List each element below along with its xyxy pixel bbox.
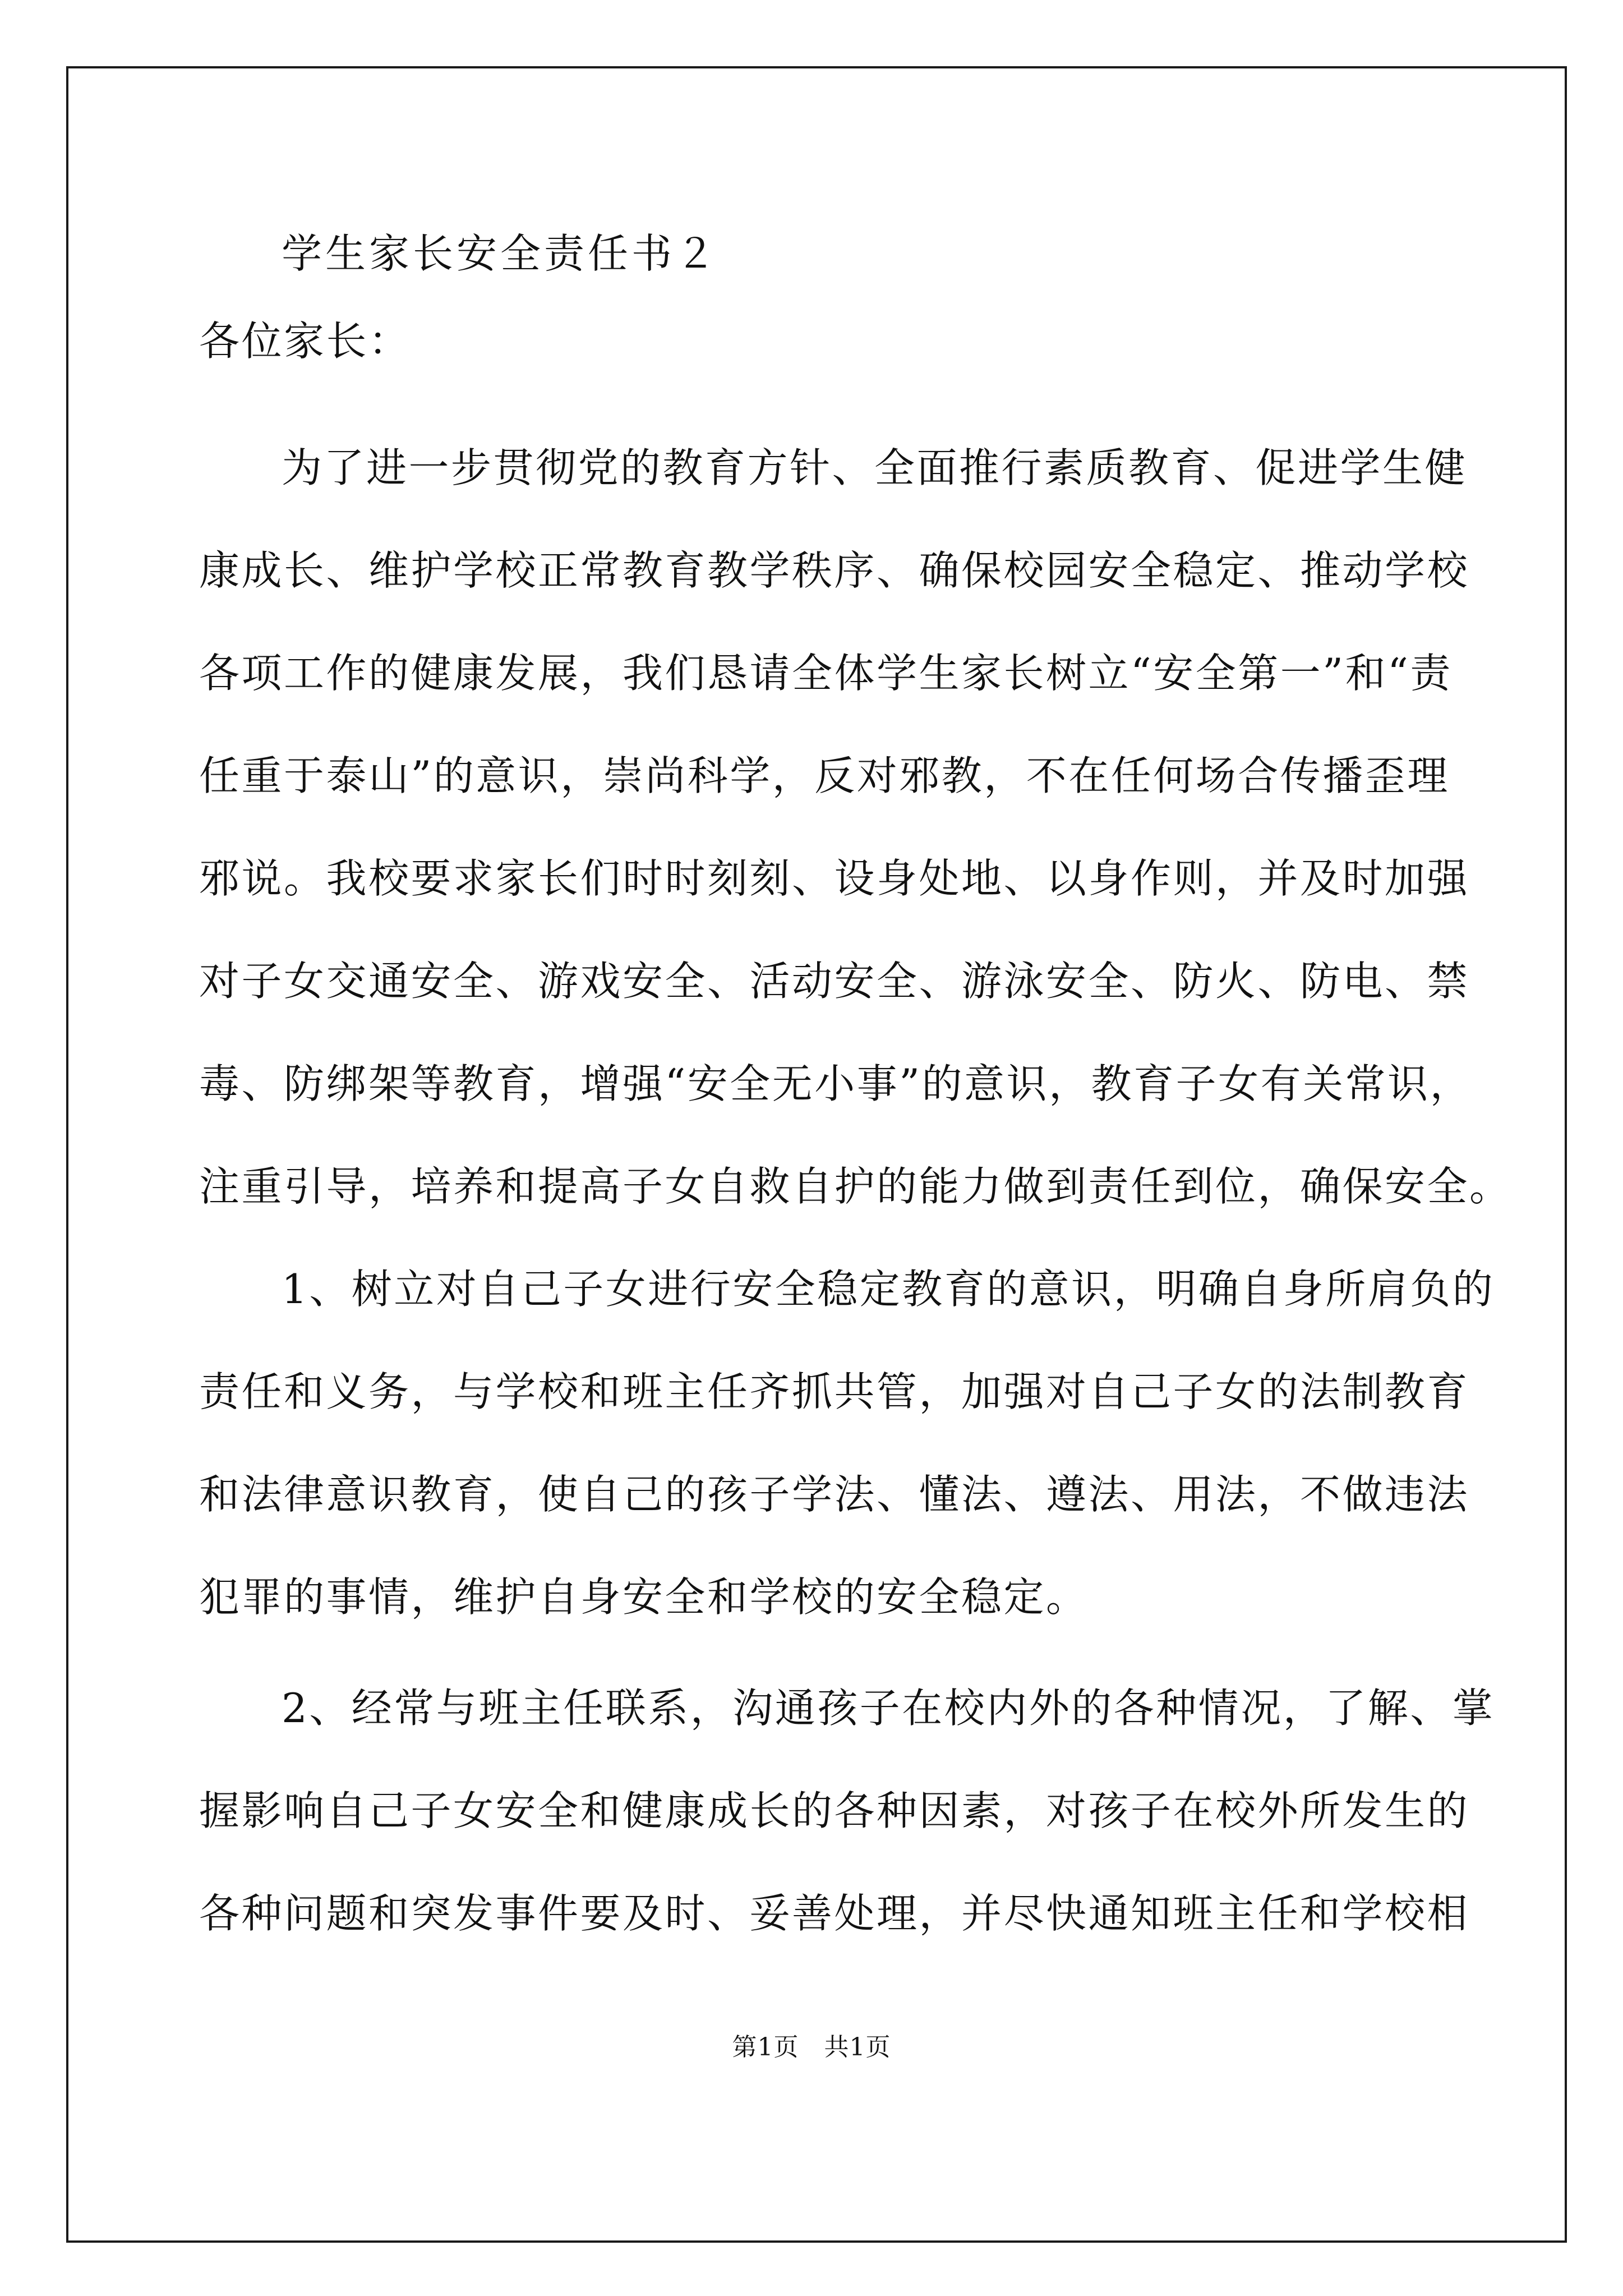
body-line: 注重引导，培养和提高子女自救自护的能力做到责任到位，确保安全。: [199, 1163, 1512, 1210]
body-line: 犯罪的事情，维护自身安全和学校的安全稳定。: [199, 1573, 1089, 1621]
body-line: 为了进一步贯彻党的教育方针、全面推行素质教育、促进学生健: [282, 444, 1468, 491]
body-line: 和法律意识教育，使自己的孩子学法、懂法、遵法、用法，不做违法: [199, 1471, 1470, 1518]
body-line: 康成长、维护学校正常教育教学秩序、确保校园安全稳定、推动学校: [199, 547, 1470, 594]
page-number: 第1页 共1页: [732, 2033, 891, 2062]
body-line: 各项工作的健康发展，我们恳请全体学生家长树立“安全第一”和“责: [199, 650, 1453, 697]
body-line: 任重于泰山”的意识，崇尚科学，反对邪教，不在任何场合传播歪理: [199, 752, 1450, 799]
body-line: 对子女交通安全、游戏安全、活动安全、游泳安全、防火、防电、禁: [199, 958, 1470, 1005]
body-line: 1、树立对自己子女进行安全稳定教育的意识，明确自身所肩负的: [282, 1266, 1495, 1313]
body-line: 毒、防绑架等教育，增强“安全无小事”的意识，教育子女有关常识，: [199, 1060, 1473, 1107]
body-line: 2、经常与班主任联系，沟通孩子在校内外的各种情况，了解、掌: [282, 1685, 1495, 1732]
body-line: 握影响自己子女安全和健康成长的各种因素，对孩子在校外所发生的: [199, 1787, 1470, 1834]
body-line: 各种问题和突发事件要及时、妥善处理，并尽快通知班主任和学校相: [199, 1890, 1470, 1937]
body-line: 邪说。我校要求家长们时时刻刻、设身处地、以身作则，并及时加强: [199, 855, 1470, 902]
body-line: 责任和义务，与学校和班主任齐抓共管，加强对自己子女的法制教育: [199, 1368, 1470, 1415]
salutation: 各位家长：: [199, 318, 411, 365]
document-title: 学生家长安全责任书２: [282, 230, 720, 277]
